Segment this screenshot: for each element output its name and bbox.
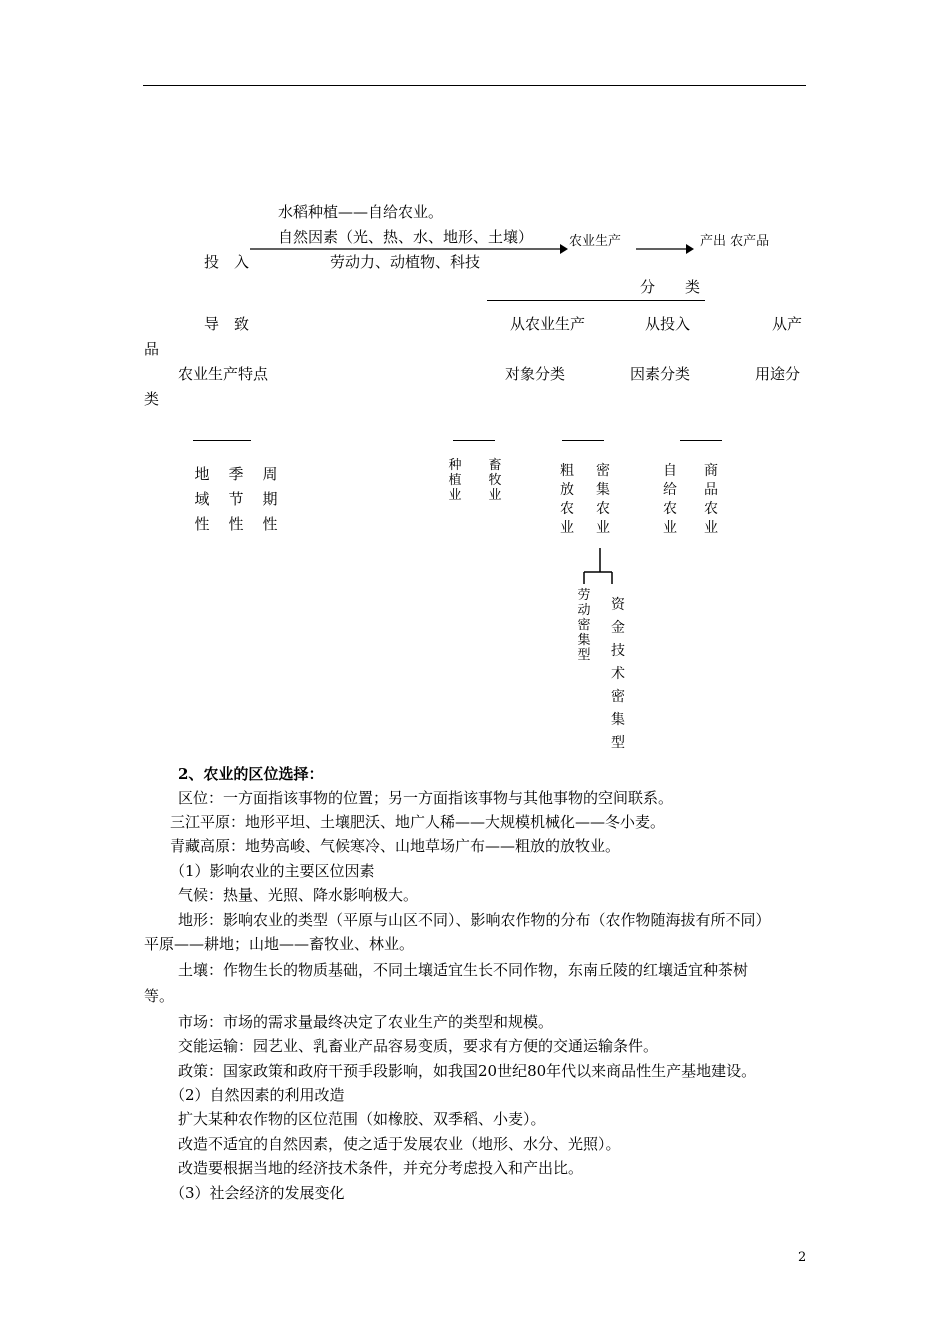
- use-col: 自给农业: [663, 463, 677, 536]
- by-use-label-1: 从产: [772, 315, 803, 333]
- text-line: 改造要根据当地的经济技术条件，并充分考虑投入和产出比。: [178, 1159, 584, 1177]
- intensive-col: 劳动密集型: [577, 588, 591, 663]
- text-line: （3）社会经济的发展变化: [170, 1184, 345, 1202]
- lead-to-label: 导 致: [204, 315, 250, 333]
- input-rule: [562, 440, 604, 441]
- object-rule: [453, 440, 495, 441]
- input-col: 粗放农业: [560, 463, 574, 536]
- by-object-label-2: 对象分类: [505, 365, 566, 383]
- header-rule: [143, 85, 806, 86]
- natural-factors: 自然因素（光、热、水、地形、土壤）: [278, 228, 534, 246]
- text-line: （2）自然因素的利用改造: [170, 1086, 345, 1104]
- text-line: 政策：国家政策和政府干预手段影响，如我国20世纪80年代以来商品性生产基地建设。: [178, 1062, 757, 1080]
- features-rule: [193, 440, 251, 441]
- text-line: 改造不适宜的自然因素，使之适于发展农业（地形、水分、光照）。: [178, 1135, 621, 1153]
- feature-col: 周期性: [262, 465, 278, 533]
- feature-col: 地域性: [194, 465, 210, 533]
- text-line: 区位：一方面指该事物的位置；另一方面指该事物与其他事物的空间联系。: [178, 789, 674, 807]
- text-line: 土壤：作物生长的物质基础，不同土壤适宜生长不同作物，东南丘陵的红壤适宜种茶树: [178, 961, 749, 979]
- top-line: 水稻种植——自给农业。: [278, 203, 444, 221]
- section-heading: 2、农业的区位选择：: [178, 765, 324, 783]
- features-label: 农业生产特点: [178, 365, 269, 383]
- object-col: 畜牧业: [488, 458, 502, 503]
- intensive-col: 资金技术密集型: [611, 597, 625, 751]
- text-line: （1）影响农业的主要区位因素: [170, 862, 375, 880]
- text-line: 青藏高原：地势高峻、气候寒冷、山地草场广布——粗放的放牧业。: [170, 837, 621, 855]
- use-rule: [680, 440, 722, 441]
- by-use-wrap: 品: [144, 340, 160, 358]
- by-object-label-1: 从农业生产: [510, 315, 586, 333]
- input-col: 密集农业: [596, 463, 610, 536]
- text-line: 平原——耕地；山地——畜牧业、林业。: [144, 935, 415, 953]
- text-line: 气候：热量、光照、降水影响极大。: [178, 886, 419, 904]
- page-number: 2: [798, 1250, 807, 1265]
- feature-col: 季节性: [228, 465, 244, 533]
- output-label: 产出 农产品: [700, 234, 770, 249]
- text-line: 扩大某种农作物的区位范围（如橡胶、双季稻、小麦）。: [178, 1110, 546, 1128]
- by-use-wrap2: 类: [144, 390, 160, 408]
- by-input-label-2: 因素分类: [630, 365, 691, 383]
- use-col: 商品农业: [704, 463, 718, 536]
- text-line: 交能运输：园艺业、乳畜业产品容易变质，要求有方便的交通运输条件。: [178, 1037, 659, 1055]
- text-line: 地形：影响农业的类型（平原与山区不同）、影响农作物的分布（农作物随海拔有所不同）: [178, 911, 771, 929]
- input-label: 投 入: [204, 253, 250, 271]
- by-input-label-1: 从投入: [645, 315, 691, 333]
- object-col: 种植业: [448, 458, 462, 503]
- labor-factors: 劳动力、动植物、科技: [330, 253, 481, 271]
- classify-rule: [487, 300, 705, 301]
- text-line: 市场：市场的需求量最终决定了农业生产的类型和规模。: [178, 1013, 554, 1031]
- by-use-label-2: 用途分: [755, 365, 801, 383]
- text-line: 等。: [144, 987, 175, 1005]
- intensive-bracket: [580, 548, 620, 588]
- classify-label: 分 类: [640, 278, 701, 296]
- output-arrow: [636, 243, 696, 255]
- text-line: 三江平原：地形平坦、土壤肥沃、地广人稀——大规模机械化——冬小麦。: [170, 813, 666, 831]
- production-label: 农业生产: [569, 234, 622, 249]
